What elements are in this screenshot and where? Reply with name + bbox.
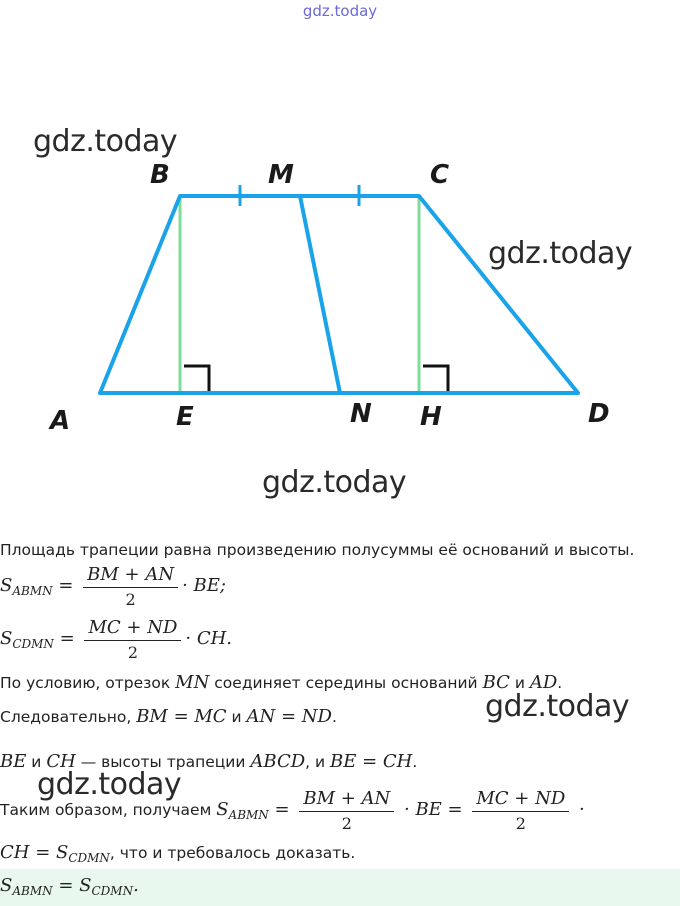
formula-abmn: $S_{ABMN}$ = $\frac{BM + AN}{2}$ · BE; xyxy=(0,564,226,609)
watermark-1: gdz.today xyxy=(33,124,178,159)
right-angle-h xyxy=(423,366,448,391)
right-angle-e xyxy=(184,366,209,391)
label-b: B xyxy=(150,160,170,190)
watermark-2: gdz.today xyxy=(488,236,633,271)
result-text: Таким образом, получаем $S_{ABMN}$ = $\frac{BM + AN}{2}$ · BE = $\frac{MC + ND}{2}$ · xyxy=(0,788,585,833)
watermark-top: gdz.today xyxy=(302,2,378,20)
formula-cdmn: $S_{CDMN}$ = $\frac{MC + ND}{2}$ · CH. xyxy=(0,617,233,662)
intro-text: Площадь трапеции равна произведению полусуммы её оснований и высоты. xyxy=(0,541,635,559)
answer-box xyxy=(0,869,680,906)
result-text-cont: CH = $S_{CDMN}$, что и требовалось доказать. xyxy=(0,842,356,865)
watermark-5: gdz.today xyxy=(37,767,182,802)
label-n: N xyxy=(350,399,372,429)
answer-text: $S_{ABMN} = S_{CDMN}$. xyxy=(0,875,139,898)
label-m: M xyxy=(268,160,294,190)
consequence-text: Следовательно, BM = MC и AN = ND. xyxy=(0,706,337,727)
condition-text: По условию, отрезок MN соединяет середины оснований BC и AD. xyxy=(0,672,563,693)
label-c: C xyxy=(430,160,450,190)
watermark-4: gdz.today xyxy=(485,689,630,724)
label-a: A xyxy=(50,406,71,436)
heights-text: BE и CH — высоты трапеции ABCD, и BE = CH. xyxy=(0,751,418,772)
trapezoid-abcd xyxy=(100,196,578,393)
label-e: E xyxy=(176,402,194,432)
label-d: D xyxy=(588,399,610,429)
watermark-3: gdz.today xyxy=(262,465,407,500)
label-h: H xyxy=(420,402,442,432)
segment-mn xyxy=(300,196,340,393)
